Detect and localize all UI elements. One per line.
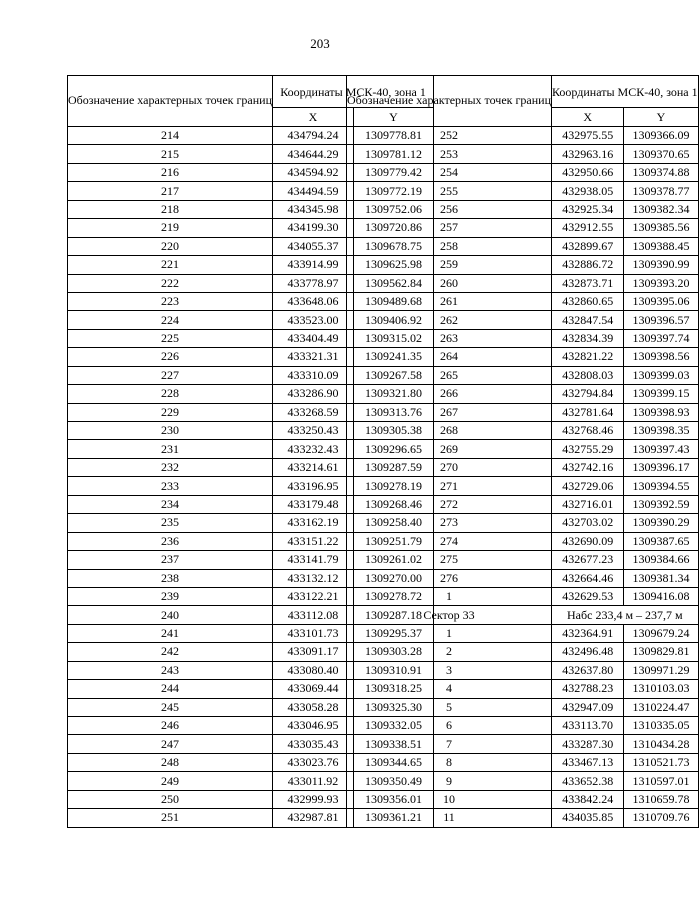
point-id-cell: 256 (347, 200, 552, 218)
x-coordinate-cell: 433101.73 (273, 624, 354, 642)
y-coordinate-cell: 1309361.21 (354, 809, 434, 827)
x-coordinate-cell: 434345.98 (273, 200, 354, 218)
table-row (347, 163, 699, 181)
x-coordinate-cell: 433523.00 (273, 311, 354, 329)
y-coordinate-cell: 1309385.56 (624, 219, 698, 237)
y-coordinate-cell: 1309384.66 (624, 551, 698, 569)
point-id-cell: 276 (347, 569, 552, 587)
x-coordinate-cell: 433287.30 (552, 735, 624, 753)
x-coordinate-cell: 434594.92 (273, 163, 354, 181)
x-coordinate-cell: 433196.95 (273, 477, 354, 495)
table-row (347, 127, 699, 145)
y-coordinate-cell: 1309325.30 (354, 698, 434, 716)
y-coordinate-cell: 1309781.12 (354, 145, 434, 163)
y-coordinate-cell: 1309397.74 (624, 329, 698, 347)
y-coordinate-cell: 1309399.03 (624, 366, 698, 384)
y-coordinate-cell: 1310103.03 (624, 680, 698, 698)
point-id-cell: 260 (347, 274, 552, 292)
x-coordinate-cell: 432886.72 (552, 256, 624, 274)
x-coordinate-cell: 433132.12 (273, 569, 354, 587)
point-id-cell: 240 (68, 606, 273, 624)
point-id-cell: 3 (347, 661, 552, 679)
x-coordinate-cell: 432821.22 (552, 348, 624, 366)
x-coordinate-cell: 432637.80 (552, 661, 624, 679)
y-coordinate-cell: 1309396.57 (624, 311, 698, 329)
point-id-cell: 272 (347, 495, 552, 513)
point-id-cell: 221 (68, 256, 273, 274)
x-coordinate-cell: 432873.71 (552, 274, 624, 292)
table-row (347, 256, 699, 274)
table-row (347, 182, 699, 200)
x-coordinate-cell: 432496.48 (552, 643, 624, 661)
y-coordinate-cell: 1309344.65 (354, 753, 434, 771)
table-row (347, 551, 699, 569)
x-coordinate-cell: 433058.28 (273, 698, 354, 716)
point-id-cell: 216 (68, 163, 273, 181)
point-id-cell: 263 (347, 329, 552, 347)
y-coordinate-cell: 1309772.19 (354, 182, 434, 200)
point-id-cell: 254 (347, 163, 552, 181)
y-coordinate-cell: 1309720.86 (354, 219, 434, 237)
table-row (347, 809, 699, 827)
table-row (347, 680, 699, 698)
y-coordinate-cell: 1309366.09 (624, 127, 698, 145)
x-coordinate-cell: 432781.64 (552, 403, 624, 421)
y-coordinate-cell: 1309392.59 (624, 495, 698, 513)
x-coordinate-cell: 432677.23 (552, 551, 624, 569)
point-label-header: Обозначение характерных точек границ (68, 76, 273, 127)
y-coordinate-cell: 1309315.02 (354, 329, 434, 347)
point-id-cell: 245 (68, 698, 273, 716)
point-id-cell: 224 (68, 311, 273, 329)
point-id-cell: 242 (68, 643, 273, 661)
point-id-cell: 217 (68, 182, 273, 200)
x-coordinate-cell: 432629.53 (552, 587, 624, 605)
point-id-cell: 229 (68, 403, 273, 421)
x-coordinate-cell: 432788.23 (552, 680, 624, 698)
point-id-cell: 227 (68, 366, 273, 384)
x-coordinate-cell: 434055.37 (273, 237, 354, 255)
x-coordinate-cell: 433648.06 (273, 292, 354, 310)
x-coordinate-cell: 432716.01 (552, 495, 624, 513)
point-id-cell: 261 (347, 292, 552, 310)
y-coordinate-cell: 1309971.29 (624, 661, 698, 679)
y-coordinate-cell: 1309261.02 (354, 551, 434, 569)
point-id-cell: 5 (347, 698, 552, 716)
point-id-cell: 262 (347, 311, 552, 329)
table-row (347, 569, 699, 587)
point-id-cell: 264 (347, 348, 552, 366)
y-coordinate-cell: 1309270.00 (354, 569, 434, 587)
table-row (347, 422, 699, 440)
y-coordinate-cell: 1309303.28 (354, 643, 434, 661)
table-row (347, 772, 699, 790)
table-row (347, 274, 699, 292)
x-coordinate-cell: 433023.76 (273, 753, 354, 771)
table-row (347, 495, 699, 513)
x-coordinate-cell: 433321.31 (273, 348, 354, 366)
y-coordinate-cell: 1309390.29 (624, 514, 698, 532)
point-id-cell: 219 (68, 219, 273, 237)
y-coordinate-cell: 1309356.01 (354, 790, 434, 808)
x-coordinate-cell: 432938.05 (552, 182, 624, 200)
table-row (347, 385, 699, 403)
point-label-header: Обозначение характерных точек границ (347, 76, 552, 127)
table-row (347, 735, 699, 753)
x-coordinate-cell: 433069.44 (273, 680, 354, 698)
table-row (347, 587, 699, 605)
point-id-cell: 231 (68, 440, 273, 458)
x-coordinate-cell: 433035.43 (273, 735, 354, 753)
y-coordinate-cell: 1309398.56 (624, 348, 698, 366)
x-coordinate-cell: 432950.66 (552, 163, 624, 181)
y-coordinate-cell: 1309278.19 (354, 477, 434, 495)
x-coordinate-cell: 433122.21 (273, 587, 354, 605)
x-coordinate-cell: 433404.49 (273, 329, 354, 347)
y-coordinate-cell: 1309332.05 (354, 717, 434, 735)
point-id-cell: 258 (347, 237, 552, 255)
x-coordinate-cell: 433046.95 (273, 717, 354, 735)
x-coordinate-cell: 432912.55 (552, 219, 624, 237)
point-id-cell: 243 (68, 661, 273, 679)
point-id-cell: 274 (347, 532, 552, 550)
coord-system-header: Координаты МСК-40, зона 1 (552, 76, 699, 108)
x-coordinate-cell: 433914.99 (273, 256, 354, 274)
point-id-cell: 271 (347, 477, 552, 495)
x-coordinate-cell: 432975.55 (552, 127, 624, 145)
x-coordinate-cell: 432768.46 (552, 422, 624, 440)
y-coordinate-cell: 1309752.06 (354, 200, 434, 218)
point-id-cell: 253 (347, 145, 552, 163)
x-coordinate-cell: 432899.67 (552, 237, 624, 255)
x-coordinate-cell: 434494.59 (273, 182, 354, 200)
y-coordinate-cell: 1310521.73 (624, 753, 698, 771)
point-id-cell: 223 (68, 292, 273, 310)
point-id-cell: 251 (68, 809, 273, 827)
table-row (347, 237, 699, 255)
y-coordinate-cell: 1310659.78 (624, 790, 698, 808)
table-row (347, 145, 699, 163)
y-coordinate-cell: 1309251.79 (354, 532, 434, 550)
point-id-cell: 218 (68, 200, 273, 218)
x-coordinate-cell: 434035.85 (552, 809, 624, 827)
x-coordinate-cell: 433179.48 (273, 495, 354, 513)
point-id-cell: 232 (68, 458, 273, 476)
y-coordinate-cell: 1309310.91 (354, 661, 434, 679)
point-id-cell: 230 (68, 422, 273, 440)
y-coordinate-cell: 1309381.34 (624, 569, 698, 587)
x-coordinate-cell: 432987.81 (273, 809, 354, 827)
point-id-cell: 255 (347, 182, 552, 200)
point-id-cell: 2 (347, 643, 552, 661)
point-id-cell: 249 (68, 772, 273, 790)
y-coordinate-cell: 1309287.59 (354, 458, 434, 476)
x-coordinate-cell: 433250.43 (273, 422, 354, 440)
point-id-cell: 11 (347, 809, 552, 827)
point-id-cell: 257 (347, 219, 552, 237)
x-coordinate-cell: 433113.70 (552, 717, 624, 735)
y-coordinate-cell: 1309398.93 (624, 403, 698, 421)
x-coordinate-cell: 433151.22 (273, 532, 354, 550)
x-coordinate-cell: 433778.97 (273, 274, 354, 292)
page-number: 203 (310, 36, 330, 51)
table-row (347, 514, 699, 532)
y-coordinate-cell: 1309267.58 (354, 366, 434, 384)
point-id-cell: 239 (68, 587, 273, 605)
point-id-cell: 1 (347, 624, 552, 642)
y-coordinate-cell: 1309378.77 (624, 182, 698, 200)
table-row (347, 477, 699, 495)
x-coordinate-cell: 432963.16 (552, 145, 624, 163)
y-header: Y (624, 108, 698, 127)
x-coordinate-cell: 433268.59 (273, 403, 354, 421)
table-row (347, 348, 699, 366)
x-coordinate-cell: 433842.24 (552, 790, 624, 808)
y-coordinate-cell: 1309398.35 (624, 422, 698, 440)
x-coordinate-cell: 432729.06 (552, 477, 624, 495)
sector-name: Сектор 33 (347, 606, 552, 624)
y-coordinate-cell: 1309268.46 (354, 495, 434, 513)
x-coordinate-cell: 432925.34 (552, 200, 624, 218)
point-id-cell: 228 (68, 385, 273, 403)
y-coordinate-cell: 1309395.06 (624, 292, 698, 310)
point-id-cell: 215 (68, 145, 273, 163)
y-coordinate-cell: 1310335.05 (624, 717, 698, 735)
y-coordinate-cell: 1310434.28 (624, 735, 698, 753)
x-coordinate-cell: 433080.40 (273, 661, 354, 679)
point-id-cell: 237 (68, 551, 273, 569)
x-coordinate-cell: 433162.19 (273, 514, 354, 532)
point-id-cell: 9 (347, 772, 552, 790)
table-row (347, 753, 699, 771)
table-row (347, 661, 699, 679)
y-coordinate-cell: 1309388.45 (624, 237, 698, 255)
y-coordinate-cell: 1309321.80 (354, 385, 434, 403)
point-id-cell: 267 (347, 403, 552, 421)
y-coordinate-cell: 1309295.37 (354, 624, 434, 642)
table-row (347, 440, 699, 458)
point-id-cell: 238 (68, 569, 273, 587)
point-id-cell: 246 (68, 717, 273, 735)
coord-system-header: Координаты МСК-40, зона 1 (273, 76, 434, 108)
x-coordinate-cell: 433652.38 (552, 772, 624, 790)
point-id-cell: 220 (68, 237, 273, 255)
y-coordinate-cell: 1309829.81 (624, 643, 698, 661)
y-coordinate-cell: 1309313.76 (354, 403, 434, 421)
y-coordinate-cell: 1309387.65 (624, 532, 698, 550)
x-coordinate-cell: 433112.08 (273, 606, 354, 624)
x-coordinate-cell: 432847.54 (552, 311, 624, 329)
point-id-cell: 266 (347, 385, 552, 403)
y-coordinate-cell: 1309489.68 (354, 292, 434, 310)
table-row (347, 311, 699, 329)
y-coordinate-cell: 1310224.47 (624, 698, 698, 716)
table-row (347, 458, 699, 476)
x-coordinate-cell: 433310.09 (273, 366, 354, 384)
header-row (347, 76, 699, 108)
y-coordinate-cell: 1309393.20 (624, 274, 698, 292)
y-coordinate-cell: 1309679.24 (624, 624, 698, 642)
x-coordinate-cell: 434199.30 (273, 219, 354, 237)
x-coordinate-cell: 434644.29 (273, 145, 354, 163)
point-id-cell: 10 (347, 790, 552, 808)
table-row (347, 403, 699, 421)
y-coordinate-cell: 1309390.99 (624, 256, 698, 274)
point-id-cell: 241 (68, 624, 273, 642)
y-coordinate-cell: 1309394.55 (624, 477, 698, 495)
point-id-cell: 265 (347, 366, 552, 384)
point-id-cell: 8 (347, 753, 552, 771)
table-row (347, 790, 699, 808)
table-row (347, 698, 699, 716)
point-id-cell: 7 (347, 735, 552, 753)
x-coordinate-cell: 432947.09 (552, 698, 624, 716)
point-id-cell: 235 (68, 514, 273, 532)
y-coordinate-cell: 1309370.65 (624, 145, 698, 163)
y-coordinate-cell: 1309374.88 (624, 163, 698, 181)
x-coordinate-cell: 432664.46 (552, 569, 624, 587)
point-id-cell: 273 (347, 514, 552, 532)
point-id-cell: 248 (68, 753, 273, 771)
table-row (347, 717, 699, 735)
point-id-cell: 268 (347, 422, 552, 440)
sector-height-range: Набс 233,4 м – 237,7 м (552, 606, 699, 624)
point-id-cell: 259 (347, 256, 552, 274)
point-id-cell: 247 (68, 735, 273, 753)
point-id-cell: 236 (68, 532, 273, 550)
table-row (347, 219, 699, 237)
x-coordinate-cell: 432364.91 (552, 624, 624, 642)
point-id-cell: 6 (347, 717, 552, 735)
point-id-cell: 233 (68, 477, 273, 495)
x-coordinate-cell: 433467.13 (552, 753, 624, 771)
x-coordinate-cell: 432703.02 (552, 514, 624, 532)
x-coordinate-cell: 433232.43 (273, 440, 354, 458)
sector-row (347, 606, 699, 624)
y-coordinate-cell: 1309779.42 (354, 163, 434, 181)
point-id-cell: 1 (347, 587, 552, 605)
y-coordinate-cell: 1309382.34 (624, 200, 698, 218)
x-coordinate-cell: 433286.90 (273, 385, 354, 403)
table-row (347, 643, 699, 661)
point-id-cell: 252 (347, 127, 552, 145)
point-id-cell: 222 (68, 274, 273, 292)
y-coordinate-cell: 1309778.81 (354, 127, 434, 145)
y-coordinate-cell: 1310709.76 (624, 809, 698, 827)
y-coordinate-cell: 1309258.40 (354, 514, 434, 532)
y-header: Y (354, 108, 434, 127)
point-id-cell: 225 (68, 329, 273, 347)
y-coordinate-cell: 1309278.72 (354, 587, 434, 605)
y-coordinate-cell: 1309396.17 (624, 458, 698, 476)
table-row (347, 624, 699, 642)
y-coordinate-cell: 1309399.15 (624, 385, 698, 403)
point-id-cell: 270 (347, 458, 552, 476)
table-row (347, 200, 699, 218)
coordinates-table-right (346, 75, 699, 828)
table-row (347, 329, 699, 347)
point-id-cell: 269 (347, 440, 552, 458)
x-header: X (552, 108, 624, 127)
x-coordinate-cell: 432690.09 (552, 532, 624, 550)
point-id-cell: 214 (68, 127, 273, 145)
point-id-cell: 250 (68, 790, 273, 808)
x-coordinate-cell: 432999.93 (273, 790, 354, 808)
point-id-cell: 226 (68, 348, 273, 366)
x-coordinate-cell: 432860.65 (552, 292, 624, 310)
y-coordinate-cell: 1309397.43 (624, 440, 698, 458)
point-id-cell: 275 (347, 551, 552, 569)
y-coordinate-cell: 1309296.65 (354, 440, 434, 458)
table-row (347, 532, 699, 550)
x-coordinate-cell: 434794.24 (273, 127, 354, 145)
y-coordinate-cell: 1309350.49 (354, 772, 434, 790)
x-coordinate-cell: 432794.84 (552, 385, 624, 403)
point-id-cell: 244 (68, 680, 273, 698)
x-coordinate-cell: 433214.61 (273, 458, 354, 476)
x-header: X (273, 108, 354, 127)
y-coordinate-cell: 1310597.01 (624, 772, 698, 790)
point-id-cell: 4 (347, 680, 552, 698)
x-coordinate-cell: 432755.29 (552, 440, 624, 458)
y-coordinate-cell: 1309287.18 (354, 606, 434, 624)
y-coordinate-cell: 1309305.38 (354, 422, 434, 440)
point-id-cell: 234 (68, 495, 273, 513)
y-coordinate-cell: 1309406.92 (354, 311, 434, 329)
x-coordinate-cell: 432742.16 (552, 458, 624, 476)
table-row (347, 292, 699, 310)
x-coordinate-cell: 433011.92 (273, 772, 354, 790)
y-coordinate-cell: 1309338.51 (354, 735, 434, 753)
x-coordinate-cell: 433091.17 (273, 643, 354, 661)
table-row (347, 366, 699, 384)
y-coordinate-cell: 1309318.25 (354, 680, 434, 698)
y-coordinate-cell: 1309562.84 (354, 274, 434, 292)
y-coordinate-cell: 1309241.35 (354, 348, 434, 366)
x-coordinate-cell: 432834.39 (552, 329, 624, 347)
y-coordinate-cell: 1309678.75 (354, 237, 434, 255)
x-coordinate-cell: 432808.03 (552, 366, 624, 384)
y-coordinate-cell: 1309625.98 (354, 256, 434, 274)
x-coordinate-cell: 433141.79 (273, 551, 354, 569)
y-coordinate-cell: 1309416.08 (624, 587, 698, 605)
